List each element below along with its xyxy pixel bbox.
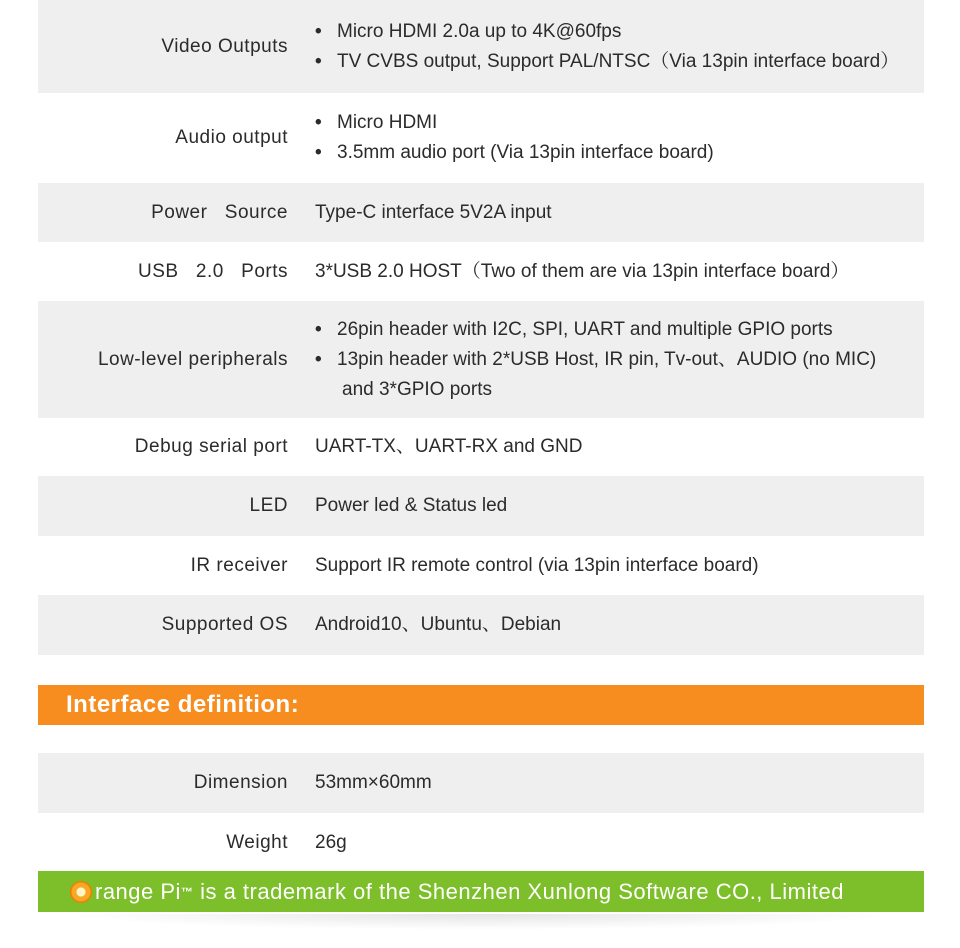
section-header <box>38 685 924 725</box>
spec-label: Debug serial port <box>134 436 288 457</box>
spec-value <box>288 315 924 405</box>
spec-row-ir-receiver <box>38 536 924 595</box>
bullet-icon: • <box>315 348 322 370</box>
bullet-icon: • <box>315 318 322 340</box>
spec-value <box>288 108 924 168</box>
bullet-continuation: and 3*GPIO ports <box>342 378 492 400</box>
spec-label: Dimension <box>193 772 288 793</box>
footer-shadow <box>60 914 900 930</box>
bullet-icon: • <box>315 50 322 72</box>
trademark-text: is a trademark of the Shenzhen Xunlong Software CO., Limited <box>193 878 844 904</box>
section-title: Interface definition: <box>66 691 300 718</box>
spec-row-usb-ports <box>38 242 924 301</box>
spec-label: Audio output <box>175 127 288 148</box>
bullet-item: • TV CVBS output, Support PAL/NTSC（Via 13pin interface board） <box>315 47 924 77</box>
spec-value: 3*USB 2.0 HOST（Two of them are via 13pin interface board） <box>315 260 850 282</box>
bullet-item: • 13pin header with 2*USB Host, IR pin, Tv-out、AUDIO (no MIC) <box>315 345 924 375</box>
spec-value: Support IR remote control (via 13pin interface board) <box>315 554 759 576</box>
spec-row-power-source <box>38 183 924 242</box>
dimension-table <box>38 753 924 873</box>
spec-row-dimension <box>38 753 924 813</box>
spec-row-video-outputs <box>38 0 924 93</box>
spec-value: Power led & Status led <box>315 495 508 516</box>
spec-value: Type-C interface 5V2A input <box>315 201 552 223</box>
spec-value: UART-TX、UART-RX and GND <box>315 436 583 457</box>
spec-label: Low-level peripherals <box>97 348 288 370</box>
spec-value: 53mm×60mm <box>315 772 432 793</box>
spec-row-audio-output <box>38 93 924 183</box>
spec-label: Weight <box>226 832 288 853</box>
spec-row-weight <box>38 813 924 873</box>
spec-label: Supported OS <box>161 614 288 635</box>
spec-label: IR receiver <box>190 554 288 576</box>
bullet-icon: • <box>315 142 322 163</box>
bullet-item: • Micro HDMI 2.0a up to 4K@60fps <box>315 17 924 47</box>
brand-name: range Pi <box>95 878 181 904</box>
spec-value: Android10、Ubuntu、Debian <box>315 614 562 635</box>
orange-logo-icon <box>70 881 92 903</box>
bullet-item: • Micro HDMI <box>315 108 924 138</box>
spec-table <box>38 0 924 655</box>
spec-row-supported-os <box>38 595 924 655</box>
spec-row-led <box>38 476 924 536</box>
spec-value <box>288 17 924 77</box>
spec-row-debug-serial-port <box>38 418 924 476</box>
bullet-item: • 3.5mm audio port (Via 13pin interface board) <box>315 138 924 168</box>
bullet-icon: • <box>315 20 322 42</box>
bullet-item: • 26pin header with I2C, SPI, UART and multiple GPIO ports <box>315 315 924 345</box>
trademark-footer <box>38 871 924 912</box>
trademark-symbol: ™ <box>180 884 194 899</box>
spec-label: Power Source <box>151 201 288 223</box>
bullet-icon: • <box>315 112 322 133</box>
spec-label: USB 2.0 Ports <box>138 260 288 282</box>
spec-label: Video Outputs <box>161 35 288 57</box>
spec-value: 26g <box>315 832 347 853</box>
spec-label: LED <box>249 495 288 516</box>
spec-row-low-level-peripherals <box>38 301 924 418</box>
